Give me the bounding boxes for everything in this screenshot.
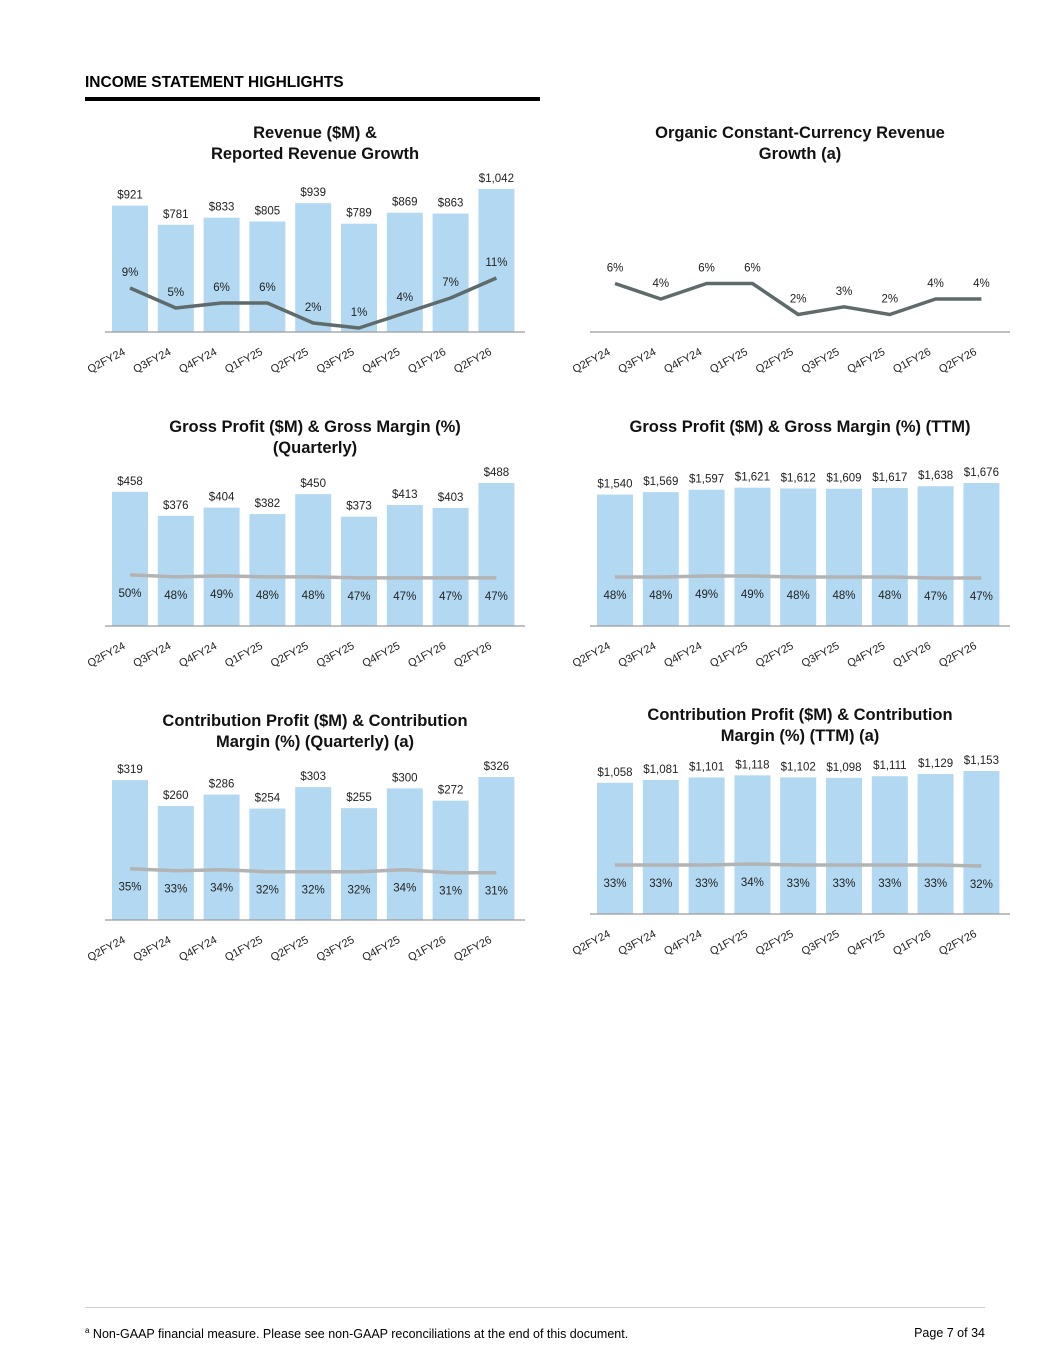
category-tick-label: Q2FY24	[570, 346, 613, 376]
line-value-label: 47%	[439, 590, 463, 603]
category-tick-label: Q2FY25	[268, 346, 311, 376]
bar	[478, 777, 514, 920]
bar-value-label: $272	[437, 784, 464, 797]
chart-svg	[80, 412, 550, 682]
bar-value-label: $382	[254, 498, 281, 511]
chart-title: Gross Profit ($M) & Gross Margin (%) (TTM)	[629, 418, 971, 436]
bar	[826, 778, 862, 914]
series-line	[615, 864, 981, 866]
chart-title: Margin (%) (TTM) (a)	[720, 727, 880, 745]
bar-value-label: $1,621	[734, 471, 770, 484]
category-tick-label: Q4FY24	[177, 934, 220, 964]
bar-value-label: $805	[254, 205, 281, 218]
bar	[689, 490, 725, 626]
bar-value-label: $1,597	[689, 473, 725, 486]
bar-value-label: $1,569	[643, 476, 679, 489]
category-tick-label: Q4FY24	[177, 346, 220, 376]
bar-value-label: $939	[300, 187, 326, 200]
bar	[158, 516, 194, 626]
category-tick-label: Q2FY25	[753, 640, 796, 670]
bar	[341, 517, 377, 626]
bar	[734, 775, 770, 914]
chart-title: Revenue ($M) &	[253, 124, 377, 142]
line-value-label: 31%	[484, 885, 508, 898]
bar	[204, 795, 240, 920]
line-value-label: 2%	[304, 302, 322, 314]
bar	[158, 806, 194, 920]
bar-value-label: $488	[483, 467, 510, 479]
category-tick-label: Q1FY25	[223, 640, 265, 670]
category-tick-label: Q3FY25	[314, 346, 357, 376]
bar	[387, 788, 423, 920]
line-value-label: 32%	[969, 879, 993, 891]
category-tick-label: Q2FY26	[452, 640, 494, 670]
bar-value-label: $1,081	[643, 763, 679, 776]
category-tick-label: Q2FY24	[85, 640, 128, 670]
line-value-label: 49%	[740, 589, 764, 601]
bar	[387, 505, 423, 626]
bar	[433, 801, 469, 920]
line-value-label: 50%	[118, 587, 142, 600]
line-value-label: 47%	[393, 590, 417, 603]
line-value-label: 5%	[167, 287, 185, 299]
category-tick-label: Q3FY24	[616, 928, 659, 958]
section-title: INCOME STATEMENT HIGHLIGHTS	[85, 74, 344, 91]
bar	[249, 514, 285, 626]
category-tick-label: Q2FY25	[753, 928, 796, 958]
bar-value-label: $863	[437, 197, 464, 210]
line-value-label: 6%	[698, 262, 715, 275]
category-tick-label: Q1FY25	[708, 640, 750, 670]
category-tick-label: Q2FY26	[452, 934, 494, 964]
gross-profit-ttm-chart	[565, 412, 1035, 682]
category-tick-label: Q1FY25	[223, 934, 265, 964]
bar	[963, 483, 999, 626]
chart-title: (Quarterly)	[272, 439, 358, 457]
line-value-label: 4%	[927, 278, 944, 290]
bar	[295, 494, 331, 626]
line-value-label: 33%	[695, 878, 719, 890]
bar	[780, 488, 816, 626]
bar	[872, 488, 908, 626]
category-tick-label: Q2FY25	[268, 934, 311, 964]
category-tick-label: Q3FY24	[131, 934, 174, 964]
chart-svg	[565, 412, 1035, 682]
category-tick-label: Q3FY25	[799, 640, 842, 670]
line-value-label: 4%	[396, 292, 414, 304]
chart-title: Reported Revenue Growth	[210, 145, 420, 163]
bar-value-label: $1,612	[780, 472, 816, 485]
chart-title: Organic Constant-Currency Revenue	[655, 124, 945, 142]
category-tick-label: Q1FY26	[406, 640, 449, 670]
line-value-label: 49%	[210, 588, 234, 601]
bar-value-label: $1,101	[689, 761, 725, 774]
line-value-label: 2%	[789, 293, 807, 306]
category-tick-label: Q4FY24	[177, 640, 220, 670]
category-tick-label: Q3FY25	[799, 928, 842, 958]
bar-value-label: $1,042	[478, 173, 514, 185]
line-value-label: 6%	[259, 282, 276, 294]
bar-value-label: $1,540	[597, 478, 633, 491]
line-value-label: 4%	[973, 278, 990, 290]
line-value-label: 35%	[118, 881, 142, 894]
bar-value-label: $450	[300, 478, 326, 491]
bar	[643, 492, 679, 626]
line-value-label: 48%	[164, 589, 188, 602]
line-value-label: 48%	[649, 590, 673, 602]
line-value-label: 49%	[695, 589, 719, 601]
bar	[963, 771, 999, 914]
line-value-label: 48%	[301, 589, 325, 602]
category-tick-label: Q1FY26	[891, 640, 934, 670]
line-value-label: 47%	[347, 590, 371, 603]
category-tick-label: Q3FY24	[616, 346, 659, 376]
category-tick-label: Q4FY25	[845, 640, 888, 670]
line-value-label: 6%	[606, 262, 624, 275]
category-tick-label: Q2FY26	[937, 640, 979, 670]
category-tick-label: Q1FY26	[406, 934, 449, 964]
line-value-label: 11%	[485, 257, 508, 269]
chart-svg	[80, 118, 550, 388]
line-value-label: 33%	[924, 878, 948, 890]
category-tick-label: Q4FY25	[845, 928, 888, 958]
category-tick-label: Q2FY26	[937, 928, 979, 958]
bar-value-label: $286	[208, 778, 235, 791]
category-tick-label: Q1FY26	[406, 346, 449, 376]
category-tick-label: Q3FY24	[616, 640, 659, 670]
bar-value-label: $1,118	[735, 759, 770, 772]
line-value-label: 48%	[832, 590, 856, 602]
bar	[341, 808, 377, 920]
bar-value-label: $376	[163, 499, 189, 512]
bar-value-label: $1,617	[872, 472, 908, 485]
bar-value-label: $300	[392, 772, 418, 785]
category-tick-label: Q3FY25	[799, 346, 842, 376]
category-tick-label: Q3FY25	[314, 934, 357, 964]
bar	[918, 486, 954, 626]
bar	[249, 809, 285, 920]
category-tick-label: Q1FY26	[891, 928, 934, 958]
line-value-label: 48%	[603, 590, 627, 602]
contribution-profit-quarterly-chart	[80, 706, 550, 976]
line-value-label: 33%	[786, 878, 810, 890]
footnote	[85, 1326, 628, 1341]
category-tick-label: Q1FY25	[223, 346, 265, 376]
line-value-label: 33%	[603, 878, 627, 890]
category-tick-label: Q1FY25	[708, 346, 750, 376]
line-value-label: 47%	[924, 591, 948, 603]
bar	[204, 508, 240, 626]
bar-value-label: $254	[254, 792, 281, 805]
line-value-label: 6%	[744, 262, 761, 275]
bar-value-label: $303	[300, 771, 326, 784]
line-value-label: 33%	[649, 878, 673, 890]
category-tick-label: Q4FY25	[360, 346, 403, 376]
category-tick-label: Q4FY24	[662, 346, 705, 376]
line-value-label: 4%	[652, 278, 670, 290]
category-tick-label: Q2FY25	[268, 640, 311, 670]
bar-value-label: $1,638	[918, 470, 954, 483]
bar-value-label: $1,102	[780, 761, 816, 774]
gross-profit-quarterly-chart	[80, 412, 550, 682]
line-value-label: 3%	[835, 285, 853, 298]
footnote-marker: a	[85, 1326, 90, 1335]
revenue-chart	[80, 118, 550, 388]
bar	[112, 492, 148, 626]
bar	[597, 495, 633, 626]
organic-growth-chart	[565, 118, 1035, 388]
section-title-underline	[85, 97, 540, 101]
bar	[780, 777, 816, 914]
bar	[204, 218, 240, 332]
chart-title: Contribution Profit ($M) & Contribution	[647, 706, 953, 724]
category-tick-label: Q3FY24	[131, 640, 174, 670]
bar	[826, 489, 862, 626]
bar-value-label: $404	[208, 491, 235, 504]
category-tick-label: Q4FY24	[662, 928, 705, 958]
chart-title: Margin (%) (Quarterly) (a)	[215, 733, 415, 751]
category-tick-label: Q2FY25	[753, 346, 796, 376]
bar-value-label: $1,098	[826, 761, 862, 774]
line-value-label: 32%	[347, 884, 371, 897]
bar	[295, 787, 331, 920]
line-value-label: 48%	[878, 590, 902, 602]
category-tick-label: Q4FY25	[360, 934, 403, 964]
line-value-label: 48%	[786, 590, 810, 602]
line-value-label: 33%	[164, 883, 188, 896]
bar	[734, 488, 770, 626]
line-value-label: 48%	[255, 589, 279, 602]
line-value-label: 34%	[210, 882, 234, 895]
bar-value-label: $413	[392, 488, 418, 501]
chart-title: Gross Profit ($M) & Gross Margin (%)	[169, 418, 461, 436]
line-value-label: 2%	[881, 293, 899, 306]
bar-value-label: $1,129	[918, 757, 954, 770]
line-value-label: 47%	[484, 590, 508, 603]
line-value-label: 1%	[350, 307, 368, 319]
category-tick-label: Q4FY24	[662, 640, 705, 670]
category-tick-label: Q2FY26	[937, 346, 979, 376]
bar	[478, 483, 514, 626]
bar	[112, 780, 148, 920]
bar	[249, 222, 285, 332]
category-tick-label: Q2FY24	[570, 928, 613, 958]
category-tick-label: Q2FY24	[85, 934, 128, 964]
category-tick-label: Q1FY26	[891, 346, 934, 376]
chart-title: Contribution Profit ($M) & Contribution	[162, 712, 468, 730]
category-tick-label: Q2FY26	[452, 346, 494, 376]
footnote-text: Non-GAAP financial measure. Please see non-GAAP reconciliations at the end of this document.	[89, 1327, 629, 1342]
bar-value-label: $789	[346, 207, 372, 220]
series-line	[615, 576, 981, 578]
chart-svg	[565, 700, 1035, 970]
contribution-profit-ttm-chart	[565, 700, 1035, 970]
line-value-label: 47%	[969, 591, 993, 603]
bar	[597, 783, 633, 914]
bar-value-label: $1,676	[963, 467, 999, 479]
line-value-label: 32%	[255, 884, 279, 897]
bar	[643, 780, 679, 914]
category-tick-label: Q3FY25	[314, 640, 357, 670]
bar	[689, 777, 725, 914]
bar-value-label: $458	[117, 475, 143, 488]
line-value-label: 32%	[301, 884, 325, 897]
bar-value-label: $833	[208, 201, 235, 214]
bar-value-label: $319	[117, 764, 143, 777]
category-tick-label: Q2FY24	[570, 640, 613, 670]
category-tick-label: Q4FY25	[360, 640, 403, 670]
footer-divider	[85, 1307, 985, 1308]
bar	[433, 214, 469, 332]
line-value-label: 34%	[740, 877, 764, 889]
bar-value-label: $1,058	[597, 766, 633, 779]
category-tick-label: Q3FY24	[131, 346, 174, 376]
bar-value-label: $1,153	[963, 755, 999, 767]
bar-value-label: $781	[163, 208, 189, 221]
bar-value-label: $255	[346, 792, 372, 805]
line-value-label: 33%	[832, 878, 856, 890]
line-value-label: 9%	[121, 267, 139, 279]
category-tick-label: Q4FY25	[845, 346, 888, 376]
bar-value-label: $921	[117, 189, 143, 202]
bar-value-label: $260	[163, 789, 189, 802]
bar-value-label: $1,609	[826, 472, 862, 485]
bar-value-label: $373	[346, 500, 372, 513]
bar-value-label: $1,111	[873, 760, 907, 773]
line-value-label: 6%	[213, 282, 230, 294]
category-tick-label: Q2FY24	[85, 346, 128, 376]
line-value-label: 7%	[442, 277, 459, 289]
bar	[158, 225, 194, 332]
chart-svg	[80, 706, 550, 976]
bar	[433, 508, 469, 626]
bar	[918, 774, 954, 914]
chart-title: Growth (a)	[758, 145, 842, 163]
bar-value-label: $869	[392, 196, 418, 209]
bar-value-label: $403	[437, 491, 464, 504]
bar	[872, 776, 908, 914]
category-tick-label: Q1FY25	[708, 928, 750, 958]
page-number: Page 7 of 34	[914, 1326, 985, 1340]
line-value-label: 33%	[878, 878, 902, 890]
bar-value-label: $326	[483, 761, 510, 773]
line-value-label: 31%	[439, 885, 463, 898]
chart-svg	[565, 118, 1035, 388]
line-value-label: 34%	[393, 882, 417, 895]
